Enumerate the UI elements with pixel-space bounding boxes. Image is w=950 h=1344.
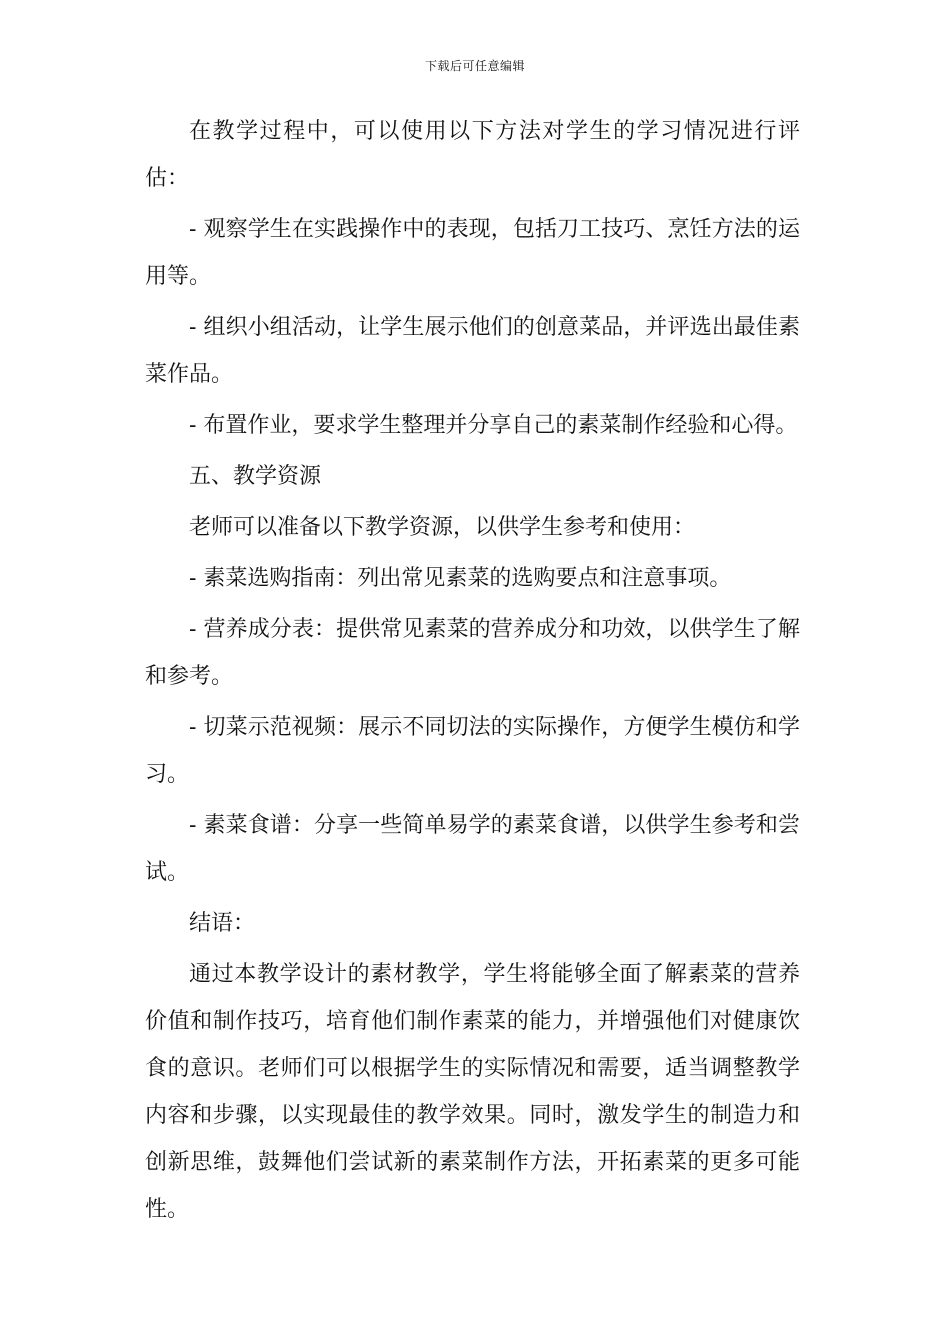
paragraph-nutrition-table: - 营养成分表：提供常见素菜的营养成分和功效，以供学生了解和参考。 [145,617,800,689]
paragraph-recipes: - 素菜食谱：分享一些简单易学的素菜食谱，以供学生参考和尝试。 [145,813,800,885]
paragraph-observe-practice: - 观察学生在实践操作中的表现，包括刀工技巧、烹饪方法的运用等。 [145,217,800,289]
paragraph-conclusion-body: 通过本教学设计的素材教学，学生将能够全面了解素菜的营养价值和制作技巧，培育他们制作素菜的能力，并增强他们对健康饮食的意识。老师们可以根据学生的实际情况和需要，适当调整教学内容和步骤，以实现最佳的教学效果。同时，激发学生的制造力和创新思维，鼓舞他们尝试新的素菜制作方法，开拓素菜的更多可能性。 [145,962,800,1222]
paragraph-resources-intro: 老师可以准备以下教学资源，以供学生参考和使用： [189,515,696,540]
document-body [145,108,800,1233]
page-header: 下载后可任意编辑 [424,59,525,73]
paragraph-group-activity: - 组织小组活动，让学生展示他们的创意菜品，并评选出最佳素菜作品。 [145,315,800,387]
section-heading-conclusion: 结语： [189,911,256,936]
paragraph-buying-guide: - 素菜选购指南：列出常见素菜的选购要点和注意事项。 [189,566,732,591]
paragraph-cutting-video: - 切菜示范视频：展示不同切法的实际操作，方便学生模仿和学习。 [145,715,800,787]
paragraph-assessment-intro: 在教学过程中，可以使用以下方法对学生的学习情况进行评估： [145,119,800,191]
paragraph-homework: - 布置作业，要求学生整理并分享自己的素菜制作经验和心得。 [189,413,798,438]
section-heading-teaching-resources: 五、教学资源 [189,464,322,489]
